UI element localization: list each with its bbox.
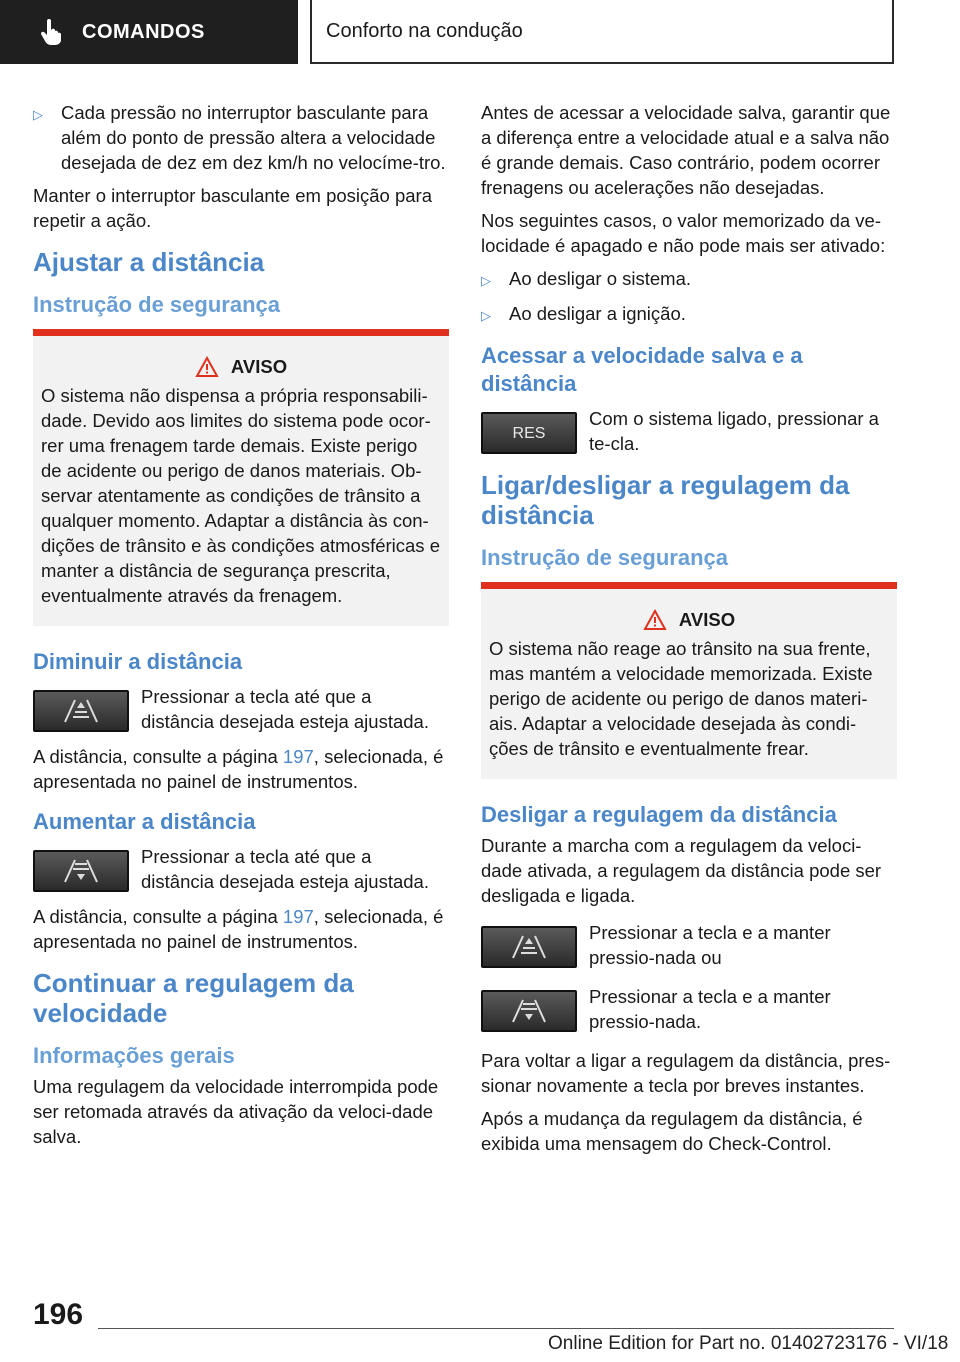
distance-key-image <box>481 926 577 968</box>
heading-ajustar-distancia: Ajustar a distância <box>33 247 265 277</box>
list-item-text: Cada pressão no interruptor basculante para além do ponto de pressão altera a velocidade desejada de dez em dez km/h no velocíme-tro. <box>61 102 446 173</box>
page-number: 196 <box>33 1298 84 1331</box>
warning-title-row <box>489 607 889 632</box>
heading-desligar-regulagem: Desligar a regulagem da distância <box>481 802 837 827</box>
heading-aumentar-distancia: Aumentar a distância <box>33 809 256 834</box>
warning-triangle-icon <box>195 356 219 378</box>
list-item-text: Ao desligar a ignição. <box>509 303 686 324</box>
reference-text: , selecionada, é apresentada no painel de instrumentos. <box>33 906 444 952</box>
heading-acessar-velocidade: Acessar a velocidade salva e a distância <box>481 343 803 396</box>
key-instruction-text: Pressionar a tecla e a manter pressio-nada ou <box>589 922 831 968</box>
heading-instrucao-seguranca: Instrução de segurança <box>481 545 728 570</box>
distance-decrease-icon <box>509 934 549 960</box>
paragraph: Manter o interruptor basculante em posição para repetir a ação. <box>33 185 432 231</box>
key-instruction <box>481 920 897 970</box>
hand-pointer-icon <box>38 18 66 46</box>
warning-title: AVISO <box>678 609 736 630</box>
page-header <box>0 0 960 66</box>
footer-divider <box>98 1328 894 1329</box>
paragraph: Antes de acessar a velocidade salva, garantir que a diferença entre a velocidade atual e a salva não é grande demais. Caso contrário, podem ocorrer frenagens ou acelerações não desejadas. <box>481 102 891 198</box>
res-key-label: RES <box>512 424 546 442</box>
reference-text: A distância, consulte a página <box>33 746 283 767</box>
heading-diminuir-distancia: Diminuir a distância <box>33 649 243 674</box>
list-item-text: Ao desligar o sistema. <box>509 268 692 289</box>
chapter-tab <box>0 0 298 64</box>
warning-title-row <box>41 354 441 379</box>
paragraph: Uma regulagem da velocidade interrompida pode ser retomada através da ativação da veloci-dade salva. <box>33 1076 439 1147</box>
paragraph: Após a mudança da regulagem da distância, é exibida uma mensagem do Check-Control. <box>481 1108 863 1154</box>
triangle-bullet-icon: ▷ <box>481 308 491 323</box>
page-link[interactable]: 197 <box>282 746 314 767</box>
distance-key-image <box>481 990 577 1032</box>
distance-increase-icon <box>509 998 549 1024</box>
warning-text: O sistema não dispensa a própria responsabili-dade. Devido aos limites do sistema pode ocor-rer uma frenagem tarde demais. Existe perigo de acidente ou perigo de danos materiais. Ob-servar atentamente as condições de trânsito a qualquer momento. Adaptar a distância às con-dições de trânsito e às condições atmosféricas e manter a distância de segurança prescrita, eventualmente através da frenagem. <box>41 385 440 606</box>
warning-box <box>33 329 449 626</box>
distance-key-image <box>33 850 129 892</box>
paragraph: Nos seguintes casos, o valor memorizado da ve-locidade é apagado e não pode mais ser ativado: <box>481 210 886 256</box>
key-instruction <box>33 844 449 894</box>
list-item <box>481 266 897 293</box>
heading-continuar-regulagem: Continuar a regulagem da velocidade <box>33 968 354 1028</box>
key-instruction-text: Com o sistema ligado, pressionar a te-cla. <box>589 408 879 454</box>
list-item <box>481 301 897 328</box>
left-column <box>33 100 449 1157</box>
distance-increase-icon <box>61 858 101 884</box>
section-title: Conforto na condução <box>310 0 894 64</box>
page-reference-paragraph <box>33 744 449 794</box>
warning-title: AVISO <box>230 356 288 377</box>
heading-ligar-desligar: Ligar/desligar a regulagem da distância <box>481 470 850 530</box>
key-instruction-text: Pressionar a tecla e a manter pressio-nada. <box>589 986 831 1032</box>
heading-informacoes-gerais: Informações gerais <box>33 1043 235 1068</box>
res-key-image <box>481 412 577 454</box>
heading-instrucao-seguranca: Instrução de segurança <box>33 292 280 317</box>
warning-box <box>481 582 897 779</box>
reference-text: A distância, consulte a página <box>33 906 283 927</box>
triangle-bullet-icon: ▷ <box>481 273 491 288</box>
list-item <box>33 100 449 175</box>
warning-triangle-icon <box>643 609 667 631</box>
edition-footer: Online Edition for Part no. 01402723176 - VI/18 <box>548 1333 949 1354</box>
key-instruction-text: Pressionar a tecla até que a distância desejada esteja ajustada. <box>141 846 429 892</box>
distance-key-image <box>33 690 129 732</box>
distance-decrease-icon <box>61 698 101 724</box>
right-column <box>481 100 897 1164</box>
key-instruction <box>481 406 897 456</box>
key-instruction-text: Pressionar a tecla até que a distância desejada esteja ajustada. <box>141 686 429 732</box>
key-instruction <box>481 984 897 1034</box>
reference-text: , selecionada, é apresentada no painel de instrumentos. <box>33 746 444 792</box>
paragraph: Para voltar a ligar a regulagem da distância, pres-sionar novamente a tecla por breves instantes. <box>481 1050 891 1096</box>
page-reference-paragraph <box>33 904 449 954</box>
page-link[interactable]: 197 <box>282 906 314 927</box>
warning-text: O sistema não reage ao trânsito na sua frente, mas mantém a velocidade memorizada. Existe perigo de acidente ou perigo de danos materi-ais. Adaptar a velocidade desejada às condi-ções de trânsito e eventualmente frear. <box>489 638 873 759</box>
key-instruction <box>33 684 449 734</box>
paragraph: Durante a marcha com a regulagem da veloci-dade ativada, a regulagem da distância pode ser desligada e ligada. <box>481 835 882 906</box>
triangle-bullet-icon: ▷ <box>33 107 43 122</box>
chapter-title: COMANDOS <box>82 20 205 43</box>
